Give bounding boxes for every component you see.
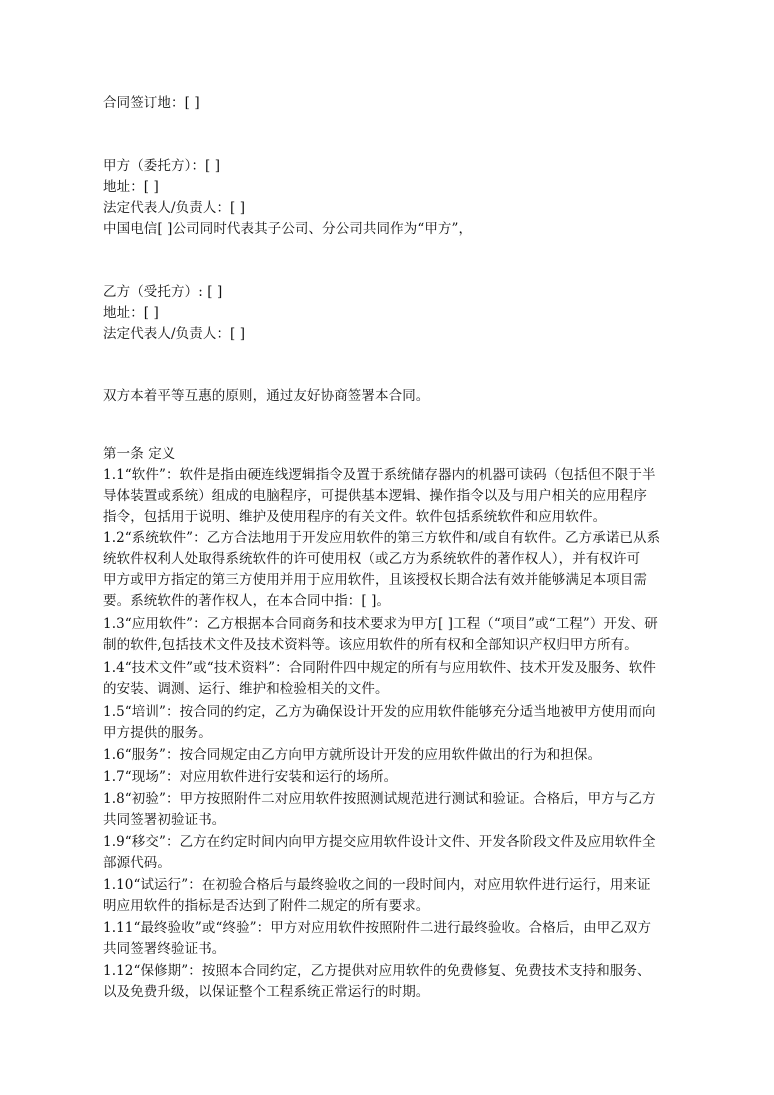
article-1-line: 1.11“最终验收”或“终验”：甲方对应用软件按照附件二进行最终验收。合格后，由甲乙双方 <box>103 920 652 936</box>
article-1-line: 1.4“技术文件”或“技术资料”：合同附件四中规定的所有与应用软件、技术开发及服务、软件 <box>103 660 656 676</box>
article-1-line: 明应用软件的指标是否达到了附件二规定的所有要求。 <box>103 898 430 914</box>
article-1-line: 共同签署终验证书。 <box>103 941 226 957</box>
party-a-address: 地址：[ ] <box>103 179 159 195</box>
preamble: 双方本着平等互惠的原则，通过友好协商签署本合同。 <box>103 388 430 404</box>
party-b-representative: 法定代表人/负责人：[ ] <box>103 326 246 342</box>
article-1-line: 的安装、调测、运行、维护和检验相关的文件。 <box>103 681 389 697</box>
article-1-line: 甲方提供的服务。 <box>103 725 212 741</box>
article-1-line: 1.7“现场”：对应用软件进行安装和运行的场所。 <box>103 769 398 785</box>
article-1-line: 1.12“保修期”：按照本合同约定，乙方提供对应用软件的免费修复、免费技术支持和服务、 <box>103 963 651 979</box>
article-1-line: 1.1“软件”：软件是指由硬连线逻辑指令及置于系统储存器内的机器可读码（包括但不限于半 <box>103 467 656 483</box>
article-1-line: 1.2“系统软件”：乙方合法地用于开发应用软件的第三方软件和/或自有软件。乙方承诺已从系 <box>103 530 661 546</box>
article-1-line: 统软件权利人处取得系统软件的许可使用权（或乙方为系统软件的著作权人），并有权许可 <box>103 551 641 567</box>
article-1-line: 共同签署初验证书。 <box>103 812 226 828</box>
article-1-line: 1.5“培训”：按合同的约定，乙方为确保设计开发的应用软件能够充分适当地被甲方使用而向 <box>103 704 656 720</box>
article-1-line: 1.10“试运行”：在初验合格后与最终验收之间的一段时间内，对应用软件进行运行，用来证 <box>103 877 651 893</box>
article-1-line: 1.3“应用软件”：乙方根据本合同商务和技术要求为甲方[ ]工程（“项目”或“工程”）开发、研 <box>103 616 658 632</box>
article-1-line: 要。系统软件的著作权人，在本合同中指：[ ]。 <box>103 593 391 609</box>
article-1-line: 1.6“服务”：按合同规定由乙方向甲方就所设计开发的应用软件做出的行为和担保。 <box>103 747 602 763</box>
article-1-line: 导体装置或系统）组成的电脑程序，可提供基本逻辑、操作指令以及与用户相关的应用程序 <box>103 488 647 504</box>
party-a-note: 中国电信[ ]公司同时代表其子公司、分公司共同作为“甲方”， <box>103 221 473 237</box>
article-1-line: 制的软件,包括技术文件及技术资料等。该应用软件的所有权和全部知识产权归甲方所有。 <box>103 637 638 653</box>
party-a-name: 甲方（委托方）：[ ] <box>103 158 221 174</box>
article-1-line: 以及免费升级，以保证整个工程系统正常运行的时期。 <box>103 984 430 1000</box>
article-1-title: 第一条 定义 <box>103 446 176 462</box>
signing-place: 合同签订地：[ ] <box>103 95 200 111</box>
party-b-address: 地址：[ ] <box>103 305 159 321</box>
party-b-name: 乙方（受托方）: [ ] <box>103 284 223 300</box>
party-a-representative: 法定代表人/负责人：[ ] <box>103 200 246 216</box>
article-1-line: 1.8“初验”：甲方按照附件二对应用软件按照测试规范进行测试和验证。合格后，甲方与乙方 <box>103 791 656 807</box>
article-1-line: 指令，包括用于说明、维护及使用程序的有关文件。软件包括系统软件和应用软件。 <box>103 509 607 525</box>
article-1-line: 部源代码。 <box>103 855 171 871</box>
article-1-line: 甲方或甲方指定的第三方使用并用于应用软件，且该授权长期合法有效并能够满足本项目需 <box>103 572 647 588</box>
article-1-line: 1.9“移交”：乙方在约定时间内向甲方提交应用软件设计文件、开发各阶段文件及应用软件全 <box>103 834 656 850</box>
